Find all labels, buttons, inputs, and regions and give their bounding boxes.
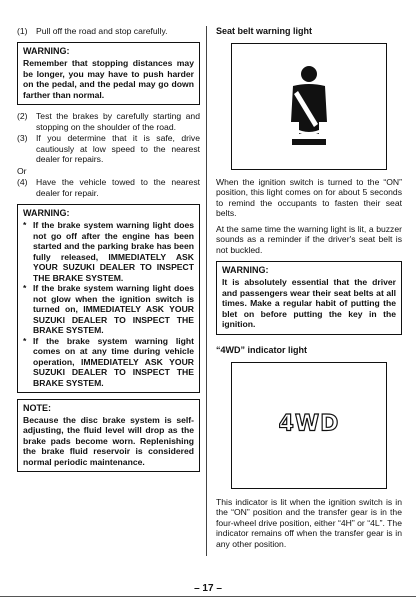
column-divider	[206, 26, 207, 556]
note-heading: NOTE:	[23, 402, 51, 413]
warning-bullet-text: If the brake system warning light does not go off after the engine has been started and the parking brake has been fully released, IMMEDIATELY ASK YOUR SUZUKI DEALER TO INSPECT THE BRAKE SYSTEM.	[33, 220, 194, 283]
warning-text: Remember that stopping distances may be longer, you may have to push harder on the pedal, and the pedal may go down farther than normal.	[23, 58, 194, 100]
seatbelt-heading: Seat belt warning light	[216, 26, 313, 36]
warning-box-seatbelt	[216, 261, 402, 334]
warning-heading: WARNING:	[23, 46, 70, 57]
warning-bullet-text: If the brake system warning light does not glow when the ignition switch is turned on, IMMEDIATELY ASK YOUR SUZUKI DEALER TO INSPECT THE BRAKE SYSTEM.	[33, 283, 194, 336]
seatbelt-paragraph-1: When the ignition switch is turned to the “ON” position, this light comes on for about 5 seconds to remind the occupants to fasten their seat belts.	[216, 176, 402, 219]
footer-rule	[0, 596, 416, 597]
warning-box-stopping-distance	[17, 42, 200, 105]
note-text: Because the disc brake system is self-adjusting, the fluid level will drop as the brake pads become worn. Replenishing the brake fluid reservoir is considered normal periodic maintenance.	[23, 414, 194, 467]
step-4-number: (4)	[17, 177, 28, 188]
warning-box-brake-light	[17, 204, 200, 393]
warning-heading: WARNING:	[222, 265, 269, 276]
left-column	[17, 26, 200, 478]
step-3-number: (3)	[17, 133, 28, 144]
fwd-paragraph: This indicator is lit when the ignition switch is in the “ON” position and the transfer gear is in the four-wheel drive position, either “4H” or “4L”. The indicator remains off when the transfer gear is in any other position.	[216, 496, 402, 549]
seatbelt-figure	[231, 43, 387, 170]
bullet-star: *	[23, 220, 27, 231]
warning-text: It is absolutely essential that the driver and passengers wear their seat belts at all times. Make a regular habit of putting the blet on before putting the key in the ignition.	[222, 277, 396, 330]
step-2-number: (2)	[17, 111, 28, 122]
right-column	[216, 26, 402, 554]
seatbelt-paragraph-2: At the same time the warning light is lit, a buzzer sounds as a reminder if the driver's seat belt is not buckled.	[216, 223, 402, 255]
page-number: – 17 –	[194, 583, 222, 594]
warning-bullet-text: If the brake system warning light comes on at any time during vehicle operation, IMMEDIATELY ASK YOUR SUZUKI DEALER TO INSPECT THE BRAKE SYSTEM.	[33, 335, 194, 388]
fwd-heading: “4WD” indicator light	[216, 344, 307, 355]
bullet-star: *	[23, 335, 27, 346]
step-4-text: Have the vehicle towed to the nearest dealer for repair.	[36, 177, 200, 198]
step-3	[17, 133, 200, 164]
step-3-text: If you determine that it is safe, drive cautiously at low speed to the nearest dealer for repairs.	[36, 133, 200, 165]
fwd-indicator-icon: 4WD	[278, 411, 340, 437]
step-1-text: Pull off the road and stop carefully.	[36, 26, 168, 36]
bullet-star: *	[23, 283, 27, 294]
step-1-number: (1)	[17, 26, 28, 36]
step-4	[17, 177, 200, 198]
step-2-text: Test the brakes by carefully starting and stopping on the shoulder of the road.	[36, 111, 200, 132]
warning-bullet	[23, 336, 194, 388]
note-box	[17, 399, 200, 472]
or-label: Or	[17, 165, 27, 176]
warning-heading: WARNING:	[23, 208, 70, 219]
warning-bullet	[23, 283, 194, 335]
step-1	[17, 26, 200, 36]
step-2	[17, 111, 200, 132]
seatbelt-warning-icon	[232, 44, 386, 169]
warning-bullet	[23, 220, 194, 283]
fwd-figure	[231, 362, 387, 489]
